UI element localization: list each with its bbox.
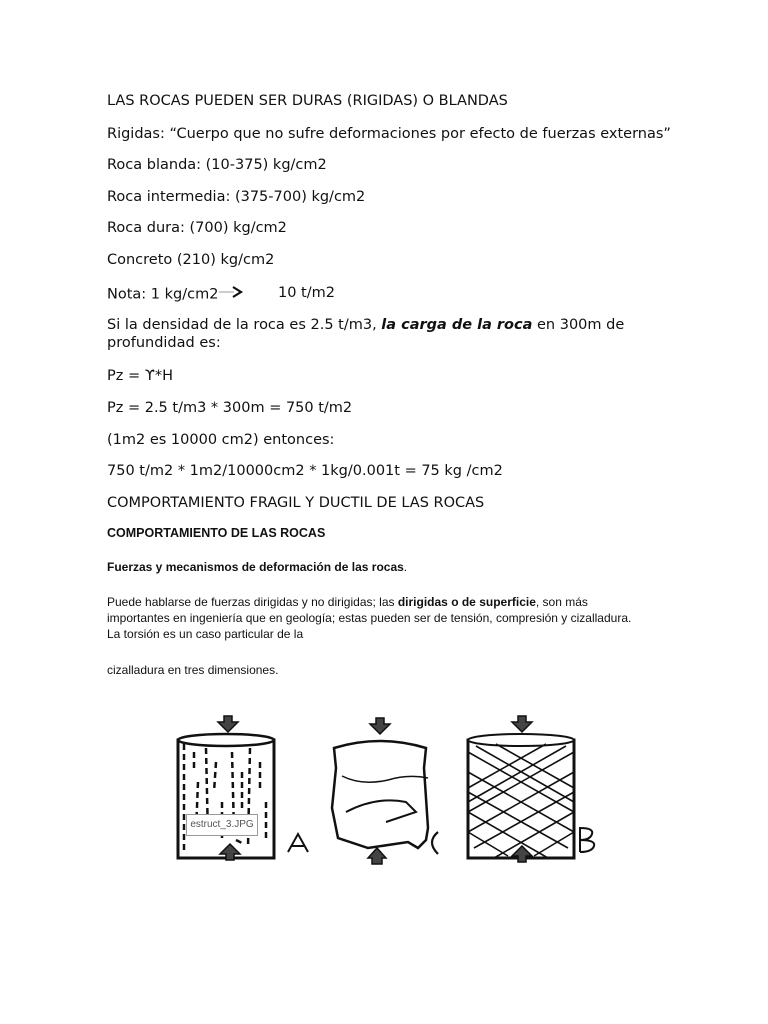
paragraph-text-end: , son más (535, 595, 588, 609)
density-text: Si la densidad de la roca es 2.5 t/m3, (107, 317, 382, 333)
density-text-end: en 300m de (532, 317, 625, 333)
subheading-text: Fuerzas y mecanismos de deformación de las rocas (107, 560, 404, 574)
rock-load-emphasis: la carga de la roca (381, 317, 533, 333)
title-line: LAS ROCAS PUEDEN SER DURAS (RIGIDAS) O BLANDAS (107, 93, 508, 109)
paragraph-line-2: importantes en ingeniería que en geología; estas pueden ser de tensión, compresión y cizalladura. (107, 611, 632, 625)
rock-deformation-figure (176, 712, 622, 888)
intermediate-rock-line: Roca intermedia: (375-700) kg/cm2 (107, 189, 366, 205)
note-left-text: Nota: 1 kg/cm2 (107, 286, 219, 303)
soft-rock-line: Roca blanda: (10-375) kg/cm2 (107, 157, 327, 173)
definition-line: Rigidas: “Cuerpo que no sufre deformaciones por efecto de fuerzas externas” (107, 126, 671, 142)
hard-rock-line: Roca dura: (700) kg/cm2 (107, 220, 287, 236)
subheading-period: . (403, 560, 408, 574)
paragraph-line-4: cizalladura en tres dimensiones. (107, 663, 279, 677)
result-line: 750 t/m2 * 1m2/10000cm2 * 1kg/0.001t = 75 kg /cm2 (107, 463, 503, 479)
calculation-line: Pz = 2.5 t/m3 * 300m = 750 t/m2 (107, 400, 353, 416)
note-line (107, 284, 335, 305)
density-line (107, 316, 624, 334)
unit-conversion-line: (1m2 es 10000 cm2) entonces: (107, 432, 335, 448)
image-caption: estruct_3.JPG (186, 814, 258, 836)
specimen-b (468, 716, 594, 862)
specimen-c (332, 718, 438, 864)
directed-forces-emphasis: dirigidas o de superficie (397, 595, 536, 609)
concrete-line: Concreto (210) kg/cm2 (107, 252, 275, 268)
section-subheading (107, 560, 407, 574)
depth-line: profundidad es: (107, 335, 221, 351)
paragraph-line-1 (107, 594, 588, 610)
paragraph-line-3: La torsión es un caso particular de la (107, 627, 304, 641)
behavior-title-line: COMPORTAMIENTO FRAGIL Y DUCTIL DE LAS ROCAS (107, 495, 485, 511)
note-right-text: 10 t/m2 (278, 285, 335, 301)
conversion-arrow-icon (219, 284, 245, 305)
figure-drawing (176, 712, 622, 888)
formula-line: Pz = ϒ*H (107, 368, 174, 384)
section-heading: COMPORTAMIENTO DE LAS ROCAS (107, 526, 326, 540)
specimen-a (178, 716, 308, 860)
paragraph-text: Puede hablarse de fuerzas dirigidas y no dirigidas; las (107, 595, 398, 609)
